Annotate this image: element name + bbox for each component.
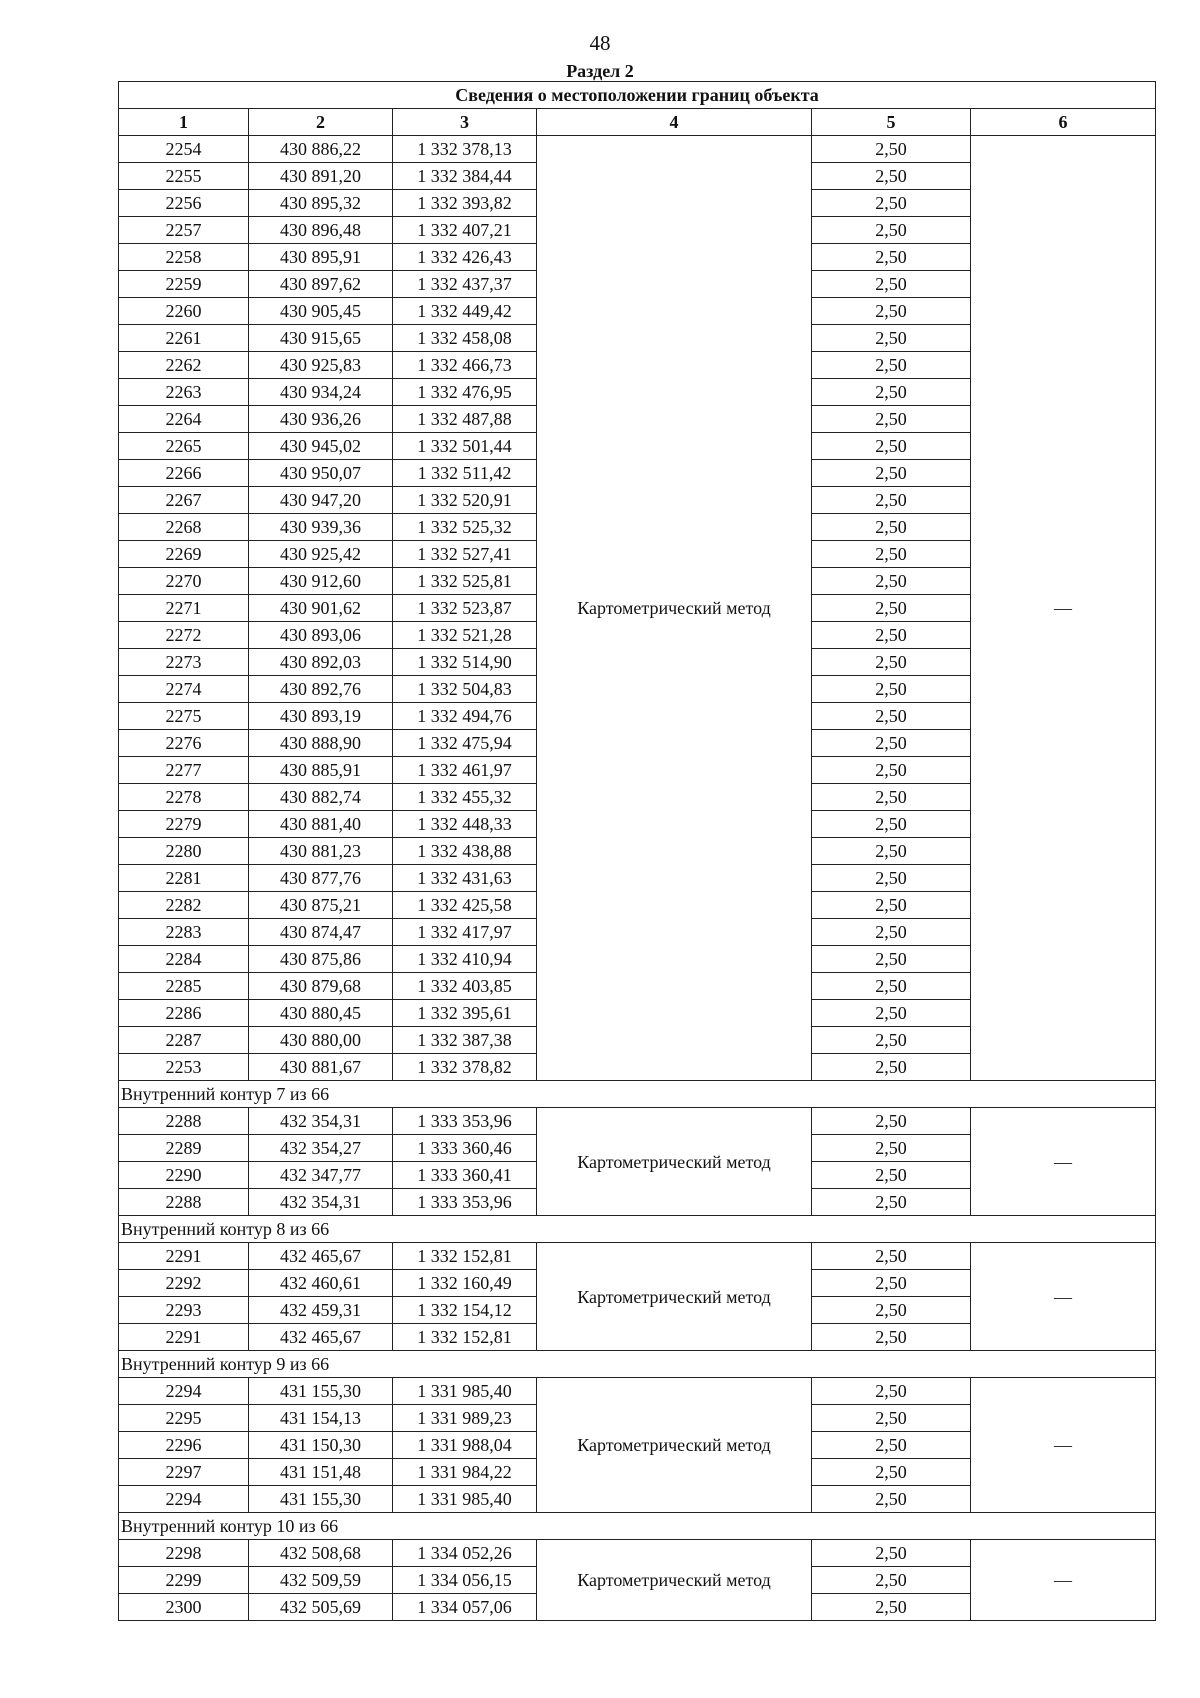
accuracy-cell: 2,50 xyxy=(812,595,971,622)
coord-x-cell: 430 905,45 xyxy=(249,298,393,325)
point-number-cell: 2283 xyxy=(119,919,249,946)
point-number-cell: 2261 xyxy=(119,325,249,352)
table-caption-row xyxy=(119,82,1156,109)
coord-x-cell: 430 885,91 xyxy=(249,757,393,784)
coord-x-cell: 431 154,13 xyxy=(249,1405,393,1432)
coord-y-cell: 1 333 353,96 xyxy=(393,1189,537,1216)
coord-x-cell: 430 880,00 xyxy=(249,1027,393,1054)
coord-x-cell: 430 936,26 xyxy=(249,406,393,433)
coord-y-cell: 1 332 425,58 xyxy=(393,892,537,919)
accuracy-cell: 2,50 xyxy=(812,1567,971,1594)
point-number-cell: 2284 xyxy=(119,946,249,973)
contour-title: Внутренний контур 8 из 66 xyxy=(119,1216,1156,1243)
coord-x-cell: 430 939,36 xyxy=(249,514,393,541)
coord-x-cell: 430 893,19 xyxy=(249,703,393,730)
method-cell: Картометрический метод xyxy=(537,1540,812,1621)
accuracy-cell: 2,50 xyxy=(812,892,971,919)
contour-title: Внутренний контур 7 из 66 xyxy=(119,1081,1156,1108)
contour-header-row xyxy=(119,1351,1156,1378)
accuracy-cell: 2,50 xyxy=(812,703,971,730)
coord-y-cell: 1 331 984,22 xyxy=(393,1459,537,1486)
coord-x-cell: 432 465,67 xyxy=(249,1243,393,1270)
accuracy-cell: 2,50 xyxy=(812,460,971,487)
coord-y-cell: 1 334 056,15 xyxy=(393,1567,537,1594)
point-number-cell: 2280 xyxy=(119,838,249,865)
accuracy-cell: 2,50 xyxy=(812,973,971,1000)
coord-y-cell: 1 332 461,97 xyxy=(393,757,537,784)
coord-y-cell: 1 331 985,40 xyxy=(393,1486,537,1513)
coord-x-cell: 432 347,77 xyxy=(249,1162,393,1189)
column-6-cell: — xyxy=(971,1378,1156,1513)
coord-x-cell: 432 505,69 xyxy=(249,1594,393,1621)
point-number-cell: 2292 xyxy=(119,1270,249,1297)
coord-y-cell: 1 332 378,82 xyxy=(393,1054,537,1081)
column-6-cell: — xyxy=(971,1540,1156,1621)
coord-x-cell: 432 460,61 xyxy=(249,1270,393,1297)
accuracy-cell: 2,50 xyxy=(812,271,971,298)
column-6-cell: — xyxy=(971,1108,1156,1216)
coord-x-cell: 430 950,07 xyxy=(249,460,393,487)
contour-header-row xyxy=(119,1081,1156,1108)
coord-y-cell: 1 332 410,94 xyxy=(393,946,537,973)
table-body xyxy=(119,136,1156,1621)
coord-y-cell: 1 332 521,28 xyxy=(393,622,537,649)
accuracy-cell: 2,50 xyxy=(812,1243,971,1270)
point-number-cell: 2272 xyxy=(119,622,249,649)
coord-y-cell: 1 333 360,46 xyxy=(393,1135,537,1162)
accuracy-cell: 2,50 xyxy=(812,514,971,541)
coord-y-cell: 1 332 458,08 xyxy=(393,325,537,352)
coord-x-cell: 430 875,21 xyxy=(249,892,393,919)
coord-y-cell: 1 331 989,23 xyxy=(393,1405,537,1432)
point-number-cell: 2300 xyxy=(119,1594,249,1621)
point-number-cell: 2273 xyxy=(119,649,249,676)
table-row xyxy=(119,1540,1156,1567)
coord-x-cell: 430 912,60 xyxy=(249,568,393,595)
accuracy-cell: 2,50 xyxy=(812,784,971,811)
coord-x-cell: 430 881,67 xyxy=(249,1054,393,1081)
point-number-cell: 2253 xyxy=(119,1054,249,1081)
coord-x-cell: 430 945,02 xyxy=(249,433,393,460)
point-number-cell: 2282 xyxy=(119,892,249,919)
accuracy-cell: 2,50 xyxy=(812,946,971,973)
point-number-cell: 2271 xyxy=(119,595,249,622)
coord-x-cell: 430 915,65 xyxy=(249,325,393,352)
coord-y-cell: 1 332 160,49 xyxy=(393,1270,537,1297)
contour-header-row xyxy=(119,1216,1156,1243)
accuracy-cell: 2,50 xyxy=(812,1432,971,1459)
coord-x-cell: 430 895,32 xyxy=(249,190,393,217)
coord-y-cell: 1 333 360,41 xyxy=(393,1162,537,1189)
accuracy-cell: 2,50 xyxy=(812,325,971,352)
table-row xyxy=(119,1243,1156,1270)
accuracy-cell: 2,50 xyxy=(812,190,971,217)
table-row xyxy=(119,136,1156,163)
coord-x-cell: 432 465,67 xyxy=(249,1324,393,1351)
coord-y-cell: 1 332 466,73 xyxy=(393,352,537,379)
column-6-cell: — xyxy=(971,1243,1156,1351)
coord-x-cell: 430 925,83 xyxy=(249,352,393,379)
coord-y-cell: 1 332 152,81 xyxy=(393,1324,537,1351)
coord-y-cell: 1 333 353,96 xyxy=(393,1108,537,1135)
coord-y-cell: 1 332 501,44 xyxy=(393,433,537,460)
point-number-cell: 2296 xyxy=(119,1432,249,1459)
coord-y-cell: 1 332 403,85 xyxy=(393,973,537,1000)
accuracy-cell: 2,50 xyxy=(812,379,971,406)
coord-x-cell: 430 892,03 xyxy=(249,649,393,676)
coord-y-cell: 1 332 393,82 xyxy=(393,190,537,217)
coord-y-cell: 1 332 487,88 xyxy=(393,406,537,433)
point-number-cell: 2259 xyxy=(119,271,249,298)
coord-x-cell: 432 509,59 xyxy=(249,1567,393,1594)
point-number-cell: 2275 xyxy=(119,703,249,730)
coord-x-cell: 430 897,62 xyxy=(249,271,393,298)
point-number-cell: 2286 xyxy=(119,1000,249,1027)
accuracy-cell: 2,50 xyxy=(812,1459,971,1486)
point-number-cell: 2267 xyxy=(119,487,249,514)
point-number-cell: 2265 xyxy=(119,433,249,460)
accuracy-cell: 2,50 xyxy=(812,1594,971,1621)
accuracy-cell: 2,50 xyxy=(812,217,971,244)
accuracy-cell: 2,50 xyxy=(812,568,971,595)
point-number-cell: 2257 xyxy=(119,217,249,244)
accuracy-cell: 2,50 xyxy=(812,487,971,514)
accuracy-cell: 2,50 xyxy=(812,1378,971,1405)
accuracy-cell: 2,50 xyxy=(812,1324,971,1351)
point-number-cell: 2294 xyxy=(119,1486,249,1513)
accuracy-cell: 2,50 xyxy=(812,757,971,784)
accuracy-cell: 2,50 xyxy=(812,676,971,703)
accuracy-cell: 2,50 xyxy=(812,919,971,946)
coord-x-cell: 430 891,20 xyxy=(249,163,393,190)
table-row xyxy=(119,1108,1156,1135)
coord-y-cell: 1 332 523,87 xyxy=(393,595,537,622)
contour-title: Внутренний контур 10 из 66 xyxy=(119,1513,1156,1540)
accuracy-cell: 2,50 xyxy=(812,1540,971,1567)
coord-x-cell: 430 893,06 xyxy=(249,622,393,649)
point-number-cell: 2274 xyxy=(119,676,249,703)
column-6-cell: — xyxy=(971,136,1156,1081)
column-header-4: 4 xyxy=(537,109,812,136)
point-number-cell: 2299 xyxy=(119,1567,249,1594)
point-number-cell: 2291 xyxy=(119,1324,249,1351)
accuracy-cell: 2,50 xyxy=(812,1108,971,1135)
coord-y-cell: 1 332 378,13 xyxy=(393,136,537,163)
accuracy-cell: 2,50 xyxy=(812,1297,971,1324)
column-header-6: 6 xyxy=(971,109,1156,136)
accuracy-cell: 2,50 xyxy=(812,1054,971,1081)
point-number-cell: 2269 xyxy=(119,541,249,568)
accuracy-cell: 2,50 xyxy=(812,730,971,757)
coord-x-cell: 430 925,42 xyxy=(249,541,393,568)
coord-y-cell: 1 332 494,76 xyxy=(393,703,537,730)
coord-y-cell: 1 332 525,32 xyxy=(393,514,537,541)
coord-y-cell: 1 332 475,94 xyxy=(393,730,537,757)
coord-y-cell: 1 332 154,12 xyxy=(393,1297,537,1324)
accuracy-cell: 2,50 xyxy=(812,1189,971,1216)
point-number-cell: 2278 xyxy=(119,784,249,811)
coord-y-cell: 1 332 527,41 xyxy=(393,541,537,568)
coord-y-cell: 1 332 504,83 xyxy=(393,676,537,703)
coord-x-cell: 430 934,24 xyxy=(249,379,393,406)
accuracy-cell: 2,50 xyxy=(812,1000,971,1027)
coord-x-cell: 430 881,23 xyxy=(249,838,393,865)
accuracy-cell: 2,50 xyxy=(812,1486,971,1513)
coord-y-cell: 1 332 417,97 xyxy=(393,919,537,946)
column-header-1: 1 xyxy=(119,109,249,136)
coord-y-cell: 1 332 448,33 xyxy=(393,811,537,838)
column-header-5: 5 xyxy=(812,109,971,136)
point-number-cell: 2277 xyxy=(119,757,249,784)
coord-y-cell: 1 332 438,88 xyxy=(393,838,537,865)
accuracy-cell: 2,50 xyxy=(812,811,971,838)
accuracy-cell: 2,50 xyxy=(812,136,971,163)
coord-y-cell: 1 334 057,06 xyxy=(393,1594,537,1621)
coord-x-cell: 430 882,74 xyxy=(249,784,393,811)
point-number-cell: 2264 xyxy=(119,406,249,433)
point-number-cell: 2285 xyxy=(119,973,249,1000)
point-number-cell: 2288 xyxy=(119,1108,249,1135)
accuracy-cell: 2,50 xyxy=(812,352,971,379)
coord-x-cell: 431 150,30 xyxy=(249,1432,393,1459)
point-number-cell: 2288 xyxy=(119,1189,249,1216)
coord-x-cell: 430 901,62 xyxy=(249,595,393,622)
coord-y-cell: 1 332 152,81 xyxy=(393,1243,537,1270)
accuracy-cell: 2,50 xyxy=(812,433,971,460)
accuracy-cell: 2,50 xyxy=(812,163,971,190)
coord-x-cell: 430 888,90 xyxy=(249,730,393,757)
point-number-cell: 2287 xyxy=(119,1027,249,1054)
contour-title: Внутренний контур 9 из 66 xyxy=(119,1351,1156,1378)
contour-header-row xyxy=(119,1513,1156,1540)
accuracy-cell: 2,50 xyxy=(812,649,971,676)
point-number-cell: 2268 xyxy=(119,514,249,541)
accuracy-cell: 2,50 xyxy=(812,865,971,892)
coord-x-cell: 432 354,27 xyxy=(249,1135,393,1162)
accuracy-cell: 2,50 xyxy=(812,298,971,325)
accuracy-cell: 2,50 xyxy=(812,1162,971,1189)
accuracy-cell: 2,50 xyxy=(812,1270,971,1297)
point-number-cell: 2263 xyxy=(119,379,249,406)
coord-x-cell: 430 947,20 xyxy=(249,487,393,514)
coord-y-cell: 1 332 395,61 xyxy=(393,1000,537,1027)
coord-x-cell: 430 880,45 xyxy=(249,1000,393,1027)
coord-y-cell: 1 331 985,40 xyxy=(393,1378,537,1405)
method-cell: Картометрический метод xyxy=(537,1378,812,1513)
accuracy-cell: 2,50 xyxy=(812,541,971,568)
coord-x-cell: 430 895,91 xyxy=(249,244,393,271)
accuracy-cell: 2,50 xyxy=(812,622,971,649)
coord-y-cell: 1 332 525,81 xyxy=(393,568,537,595)
coord-x-cell: 431 155,30 xyxy=(249,1378,393,1405)
column-header-row xyxy=(119,109,1156,136)
point-number-cell: 2276 xyxy=(119,730,249,757)
coord-y-cell: 1 332 476,95 xyxy=(393,379,537,406)
point-number-cell: 2293 xyxy=(119,1297,249,1324)
coord-x-cell: 431 151,48 xyxy=(249,1459,393,1486)
table-row xyxy=(119,1378,1156,1405)
coord-x-cell: 430 877,76 xyxy=(249,865,393,892)
point-number-cell: 2289 xyxy=(119,1135,249,1162)
section-title: Раздел 2 xyxy=(566,61,634,81)
accuracy-cell: 2,50 xyxy=(812,244,971,271)
point-number-cell: 2260 xyxy=(119,298,249,325)
column-header-3: 3 xyxy=(393,109,537,136)
coord-x-cell: 430 879,68 xyxy=(249,973,393,1000)
point-number-cell: 2258 xyxy=(119,244,249,271)
coord-y-cell: 1 334 052,26 xyxy=(393,1540,537,1567)
boundary-table xyxy=(118,81,1156,1621)
coord-x-cell: 430 886,22 xyxy=(249,136,393,163)
coord-y-cell: 1 332 431,63 xyxy=(393,865,537,892)
accuracy-cell: 2,50 xyxy=(812,1027,971,1054)
page-number: 48 xyxy=(589,31,611,55)
point-number-cell: 2270 xyxy=(119,568,249,595)
method-cell: Картометрический метод xyxy=(537,1108,812,1216)
coord-y-cell: 1 332 449,42 xyxy=(393,298,537,325)
coord-x-cell: 432 459,31 xyxy=(249,1297,393,1324)
column-header-2: 2 xyxy=(249,109,393,136)
coord-y-cell: 1 331 988,04 xyxy=(393,1432,537,1459)
point-number-cell: 2254 xyxy=(119,136,249,163)
point-number-cell: 2291 xyxy=(119,1243,249,1270)
coord-y-cell: 1 332 455,32 xyxy=(393,784,537,811)
point-number-cell: 2295 xyxy=(119,1405,249,1432)
coord-x-cell: 430 896,48 xyxy=(249,217,393,244)
point-number-cell: 2294 xyxy=(119,1378,249,1405)
point-number-cell: 2279 xyxy=(119,811,249,838)
coord-x-cell: 431 155,30 xyxy=(249,1486,393,1513)
coord-y-cell: 1 332 520,91 xyxy=(393,487,537,514)
point-number-cell: 2290 xyxy=(119,1162,249,1189)
accuracy-cell: 2,50 xyxy=(812,1135,971,1162)
coord-x-cell: 432 354,31 xyxy=(249,1108,393,1135)
coord-x-cell: 432 508,68 xyxy=(249,1540,393,1567)
point-number-cell: 2266 xyxy=(119,460,249,487)
coord-y-cell: 1 332 426,43 xyxy=(393,244,537,271)
point-number-cell: 2297 xyxy=(119,1459,249,1486)
table-caption: Сведения о местоположении границ объекта xyxy=(119,82,1156,109)
method-cell: Картометрический метод xyxy=(537,136,812,1081)
coord-y-cell: 1 332 514,90 xyxy=(393,649,537,676)
coord-y-cell: 1 332 407,21 xyxy=(393,217,537,244)
point-number-cell: 2262 xyxy=(119,352,249,379)
coord-x-cell: 430 875,86 xyxy=(249,946,393,973)
point-number-cell: 2255 xyxy=(119,163,249,190)
coord-y-cell: 1 332 437,37 xyxy=(393,271,537,298)
coord-y-cell: 1 332 387,38 xyxy=(393,1027,537,1054)
coord-y-cell: 1 332 511,42 xyxy=(393,460,537,487)
accuracy-cell: 2,50 xyxy=(812,406,971,433)
point-number-cell: 2281 xyxy=(119,865,249,892)
coord-y-cell: 1 332 384,44 xyxy=(393,163,537,190)
point-number-cell: 2298 xyxy=(119,1540,249,1567)
coord-x-cell: 432 354,31 xyxy=(249,1189,393,1216)
coord-x-cell: 430 892,76 xyxy=(249,676,393,703)
accuracy-cell: 2,50 xyxy=(812,838,971,865)
point-number-cell: 2256 xyxy=(119,190,249,217)
method-cell: Картометрический метод xyxy=(537,1243,812,1351)
accuracy-cell: 2,50 xyxy=(812,1405,971,1432)
coord-x-cell: 430 874,47 xyxy=(249,919,393,946)
coord-x-cell: 430 881,40 xyxy=(249,811,393,838)
